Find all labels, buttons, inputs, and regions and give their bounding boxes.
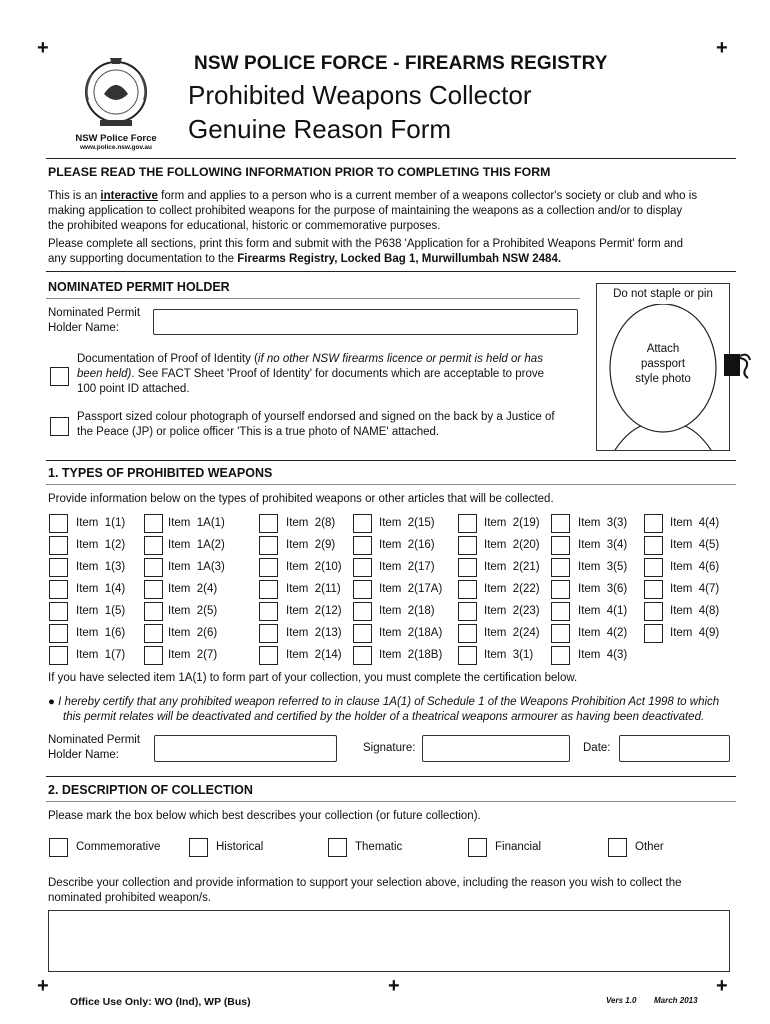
- weapon-item-label: Item 2(17): [379, 561, 435, 573]
- weapon-item-label: Item 2(5): [168, 605, 218, 617]
- id-text-italic: if no other NSW firearms licence or permit is held or has: [257, 353, 543, 365]
- weapon-item-checkbox[interactable]: [144, 580, 163, 599]
- weapon-item-checkbox[interactable]: [259, 602, 278, 621]
- weapon-item-label: Item 2(18B): [379, 649, 443, 661]
- version-text: Vers 1.0: [606, 996, 637, 1005]
- collection-option-checkbox-financial[interactable]: [468, 838, 487, 857]
- weapon-item-checkbox[interactable]: [49, 536, 68, 555]
- weapon-item-label: Item 4(5): [670, 539, 720, 551]
- weapon-item-checkbox[interactable]: [644, 580, 663, 599]
- weapon-item-checkbox[interactable]: [49, 558, 68, 577]
- weapon-item-label: Item 2(11): [286, 583, 341, 595]
- police-crest-icon: [60, 50, 172, 132]
- weapon-item-checkbox[interactable]: [353, 602, 372, 621]
- weapon-item-label: Item 1(5): [76, 605, 126, 617]
- intro-paragraph-2: [48, 237, 738, 267]
- weapon-item-checkbox[interactable]: [458, 602, 477, 621]
- section-divider: [46, 776, 736, 777]
- collection-option-label: Thematic: [355, 841, 403, 853]
- certification-statement: [48, 695, 738, 725]
- certification-note: If you have selected item 1A(1) to form part of your collection, you must complete the certification below.: [48, 672, 578, 684]
- collection-option-checkbox-thematic[interactable]: [328, 838, 347, 857]
- weapon-item-label: Item 2(17A): [379, 583, 443, 595]
- cert-holder-name-label: [48, 733, 140, 763]
- collection-intro: Please mark the box below which best describes your collection (or future collection).: [48, 810, 481, 822]
- weapon-item-label: Item 1(1): [76, 517, 126, 529]
- photo-attached-checkbox[interactable]: [50, 417, 69, 436]
- cert-holder-label-line1: Nominated Permit: [48, 734, 141, 746]
- weapon-item-label: Item 4(7): [670, 583, 720, 595]
- weapons-underline: [46, 484, 736, 485]
- weapon-item-checkbox[interactable]: [353, 558, 372, 577]
- weapon-item-label: Item 1(2): [76, 539, 126, 551]
- weapon-item-checkbox[interactable]: [551, 602, 570, 621]
- weapon-item-checkbox[interactable]: [353, 514, 372, 533]
- intro-text: form and applies to a person who is a current member of a weapons collector's society or club and who is: [157, 190, 698, 202]
- describe-text: nominated prohibited weapon/s.: [48, 892, 212, 904]
- weapon-item-checkbox[interactable]: [644, 558, 663, 577]
- weapon-item-checkbox[interactable]: [259, 624, 278, 643]
- weapon-item-label: Item 2(21): [484, 561, 540, 573]
- weapon-item-label: Item 1(3): [76, 561, 126, 573]
- weapon-item-checkbox[interactable]: [458, 536, 477, 555]
- weapon-item-checkbox[interactable]: [144, 536, 163, 555]
- weapon-item-checkbox[interactable]: [49, 602, 68, 621]
- weapon-item-checkbox[interactable]: [259, 514, 278, 533]
- weapon-item-checkbox[interactable]: [144, 514, 163, 533]
- cert-text: I hereby certify that any prohibited weapon referred to in clause 1A(1) of Schedule 1 of the Weapons Prohibition Act 1998 to which: [58, 696, 720, 708]
- weapon-item-label: Item 2(15): [379, 517, 435, 529]
- weapon-item-checkbox[interactable]: [353, 646, 372, 665]
- logo-url: www.police.nsw.gov.au: [80, 144, 152, 151]
- date-label: Date:: [583, 742, 611, 754]
- weapon-item-label: Item 4(4): [670, 517, 720, 529]
- cert-holder-name-input[interactable]: [154, 735, 337, 762]
- weapon-item-label: Item 2(12): [286, 605, 342, 617]
- weapon-item-checkbox[interactable]: [144, 646, 163, 665]
- photo-text: the Peace (JP) or police officer 'This is a true photo of NAME' attached.: [77, 426, 440, 438]
- id-text-italic: been held): [77, 368, 132, 380]
- weapon-item-checkbox[interactable]: [259, 558, 278, 577]
- weapon-item-checkbox[interactable]: [458, 580, 477, 599]
- weapon-item-checkbox[interactable]: [49, 624, 68, 643]
- weapon-item-label: Item 2(24): [484, 627, 540, 639]
- photo-attached-text: [77, 410, 587, 440]
- intro-text: making application to collect prohibited weapons for the purpose of maintaining the weapons as a collection and/or to display: [48, 205, 683, 217]
- registration-mark-top-right: +: [716, 37, 728, 59]
- weapon-item-label: Item 1(6): [76, 627, 126, 639]
- weapon-item-label: Item 2(19): [484, 517, 540, 529]
- describe-text: Describe your collection and provide information to support your selection above, including the reason you wish to collect the: [48, 877, 682, 889]
- form-title-line1: Prohibited Weapons Collector: [188, 80, 532, 110]
- office-use-text: Office Use Only: WO (Ind), WP (Bus): [70, 996, 251, 1008]
- registration-mark-bottom-right: +: [716, 975, 728, 997]
- weapon-item-checkbox[interactable]: [551, 536, 570, 555]
- photo-instructions: [597, 342, 729, 387]
- form-title-line2: Genuine Reason Form: [188, 114, 452, 144]
- weapon-item-label: Item 3(5): [578, 561, 628, 573]
- weapon-item-label: Item 4(1): [578, 605, 628, 617]
- photo-text: Passport sized colour photograph of yourself endorsed and signed on the back by a Justice of: [77, 411, 555, 423]
- logo-name: NSW Police Force: [75, 133, 157, 144]
- collection-heading: 2. DESCRIPTION OF COLLECTION: [48, 783, 253, 797]
- weapon-item-checkbox[interactable]: [551, 646, 570, 665]
- section-divider: [46, 460, 736, 461]
- weapon-item-label: Item 1A(2): [168, 539, 225, 551]
- collection-option-label: Other: [635, 841, 664, 853]
- weapon-item-checkbox[interactable]: [551, 558, 570, 577]
- id-text: Documentation of Proof of Identity (: [77, 353, 258, 365]
- weapon-item-label: Item 2(10): [286, 561, 342, 573]
- weapon-item-label: Item 3(3): [578, 517, 628, 529]
- cert-text: this permit relates will be deactivated and certified by the holder of a theatrical weapons armourer as having been deactivated.: [63, 711, 705, 723]
- weapon-item-checkbox[interactable]: [458, 624, 477, 643]
- intro-text: any supporting documentation to the: [48, 253, 238, 265]
- weapon-item-label: Item 4(2): [578, 627, 628, 639]
- weapon-item-label: Item 2(16): [379, 539, 435, 551]
- weapon-item-checkbox[interactable]: [353, 536, 372, 555]
- collection-option-label: Financial: [495, 841, 542, 853]
- weapon-item-label: Item 2(14): [286, 649, 342, 661]
- weapon-item-checkbox[interactable]: [551, 624, 570, 643]
- permit-holder-heading: NOMINATED PERMIT HOLDER: [48, 280, 230, 294]
- weapon-item-checkbox[interactable]: [353, 624, 372, 643]
- bullet-icon: ●: [48, 696, 59, 708]
- collection-underline: [46, 801, 736, 802]
- weapon-item-label: Item 2(8): [286, 517, 336, 529]
- cert-holder-label-line2: Holder Name:: [48, 749, 119, 761]
- weapon-item-label: Item 1A(1): [168, 517, 225, 529]
- weapon-item-checkbox[interactable]: [144, 624, 163, 643]
- weapon-item-label: Item 3(1): [484, 649, 534, 661]
- weapon-item-label: Item 2(18): [379, 605, 435, 617]
- weapon-item-label: Item 2(7): [168, 649, 218, 661]
- holder-name-label-line2: Holder Name:: [48, 322, 119, 334]
- weapon-item-checkbox[interactable]: [551, 514, 570, 533]
- weapon-item-checkbox[interactable]: [259, 646, 278, 665]
- intro-text: Please complete all sections, print this form and submit with the P638 'Application for a Prohibited Weapons Permit' form and: [48, 238, 684, 250]
- interactive-emphasis: interactive: [100, 190, 158, 202]
- weapon-item-label: Item 2(6): [168, 627, 218, 639]
- weapon-item-checkbox[interactable]: [458, 646, 477, 665]
- signature-input[interactable]: [422, 735, 570, 762]
- photo-label: Attach: [646, 343, 680, 355]
- weapon-item-label: Item 1(4): [76, 583, 126, 595]
- weapon-item-label: Item 2(22): [484, 583, 540, 595]
- weapon-item-label: Item 2(23): [484, 605, 540, 617]
- id-text: . See FACT Sheet 'Proof of Identity' for documents which are acceptable to prove: [131, 368, 545, 380]
- registry-address: Firearms Registry, Locked Bag 1, Murwillumbah NSW 2484.: [237, 253, 562, 265]
- weapon-item-checkbox[interactable]: [644, 602, 663, 621]
- staple-note: Do not staple or pin: [613, 288, 713, 300]
- weapon-item-label: Item 2(4): [168, 583, 218, 595]
- weapon-item-checkbox[interactable]: [458, 514, 477, 533]
- weapon-item-checkbox[interactable]: [144, 558, 163, 577]
- weapon-item-checkbox[interactable]: [644, 536, 663, 555]
- intro-paragraph-1: [48, 189, 738, 234]
- weapon-item-label: Item 1(7): [76, 649, 126, 661]
- collection-option-checkbox-commemorative[interactable]: [49, 838, 68, 857]
- photo-label: passport: [640, 358, 686, 370]
- date-input[interactable]: [619, 735, 730, 762]
- signature-label: Signature:: [363, 742, 416, 754]
- weapon-item-label: Item 4(9): [670, 627, 720, 639]
- proof-of-identity-text: [77, 352, 587, 397]
- police-logo: [60, 50, 172, 150]
- collection-option-checkbox-other[interactable]: [608, 838, 627, 857]
- weapon-item-label: Item 1A(3): [168, 561, 225, 573]
- registration-mark-bottom-left: +: [37, 975, 49, 997]
- holder-name-label: [48, 306, 140, 336]
- intro-text: the prohibited weapons for educational, historic or commemorative purposes.: [48, 220, 441, 232]
- collection-option-label: Historical: [216, 841, 264, 853]
- weapon-item-checkbox[interactable]: [353, 580, 372, 599]
- section-divider: [46, 271, 736, 272]
- weapon-item-checkbox[interactable]: [259, 580, 278, 599]
- weapon-item-label: Item 4(6): [670, 561, 720, 573]
- weapon-item-label: Item 2(18A): [379, 627, 443, 639]
- weapon-item-label: Item 4(8): [670, 605, 720, 617]
- id-text: 100 point ID attached.: [77, 383, 190, 395]
- weapon-item-checkbox[interactable]: [551, 580, 570, 599]
- weapon-item-label: Item 2(20): [484, 539, 540, 551]
- intro-text: This is an: [48, 190, 101, 202]
- agency-title: NSW POLICE FORCE - FIREARMS REGISTRY: [194, 53, 608, 74]
- weapon-item-label: Item 2(9): [286, 539, 336, 551]
- weapon-item-checkbox[interactable]: [49, 580, 68, 599]
- photo-label: style photo: [635, 373, 691, 385]
- photo-attach-area[interactable]: [596, 283, 730, 451]
- collection-description-textarea[interactable]: [48, 910, 730, 972]
- weapon-item-checkbox[interactable]: [458, 558, 477, 577]
- weapons-heading: 1. TYPES OF PROHIBITED WEAPONS: [48, 466, 273, 480]
- weapon-item-label: Item 3(6): [578, 583, 628, 595]
- weapon-item-checkbox[interactable]: [49, 646, 68, 665]
- collection-option-label: Commemorative: [76, 841, 161, 853]
- weapon-item-checkbox[interactable]: [259, 536, 278, 555]
- holder-name-input[interactable]: [153, 309, 578, 335]
- weapons-intro: Provide information below on the types of prohibited weapons or other articles that will be collected.: [48, 493, 554, 505]
- registration-mark-top-left: +: [37, 37, 49, 59]
- binder-clip-icon: [722, 348, 752, 382]
- holder-name-label-line1: Nominated Permit: [48, 307, 141, 319]
- version-date: March 2013: [654, 996, 698, 1005]
- weapon-item-checkbox[interactable]: [644, 514, 663, 533]
- weapon-item-label: Item 3(4): [578, 539, 628, 551]
- collection-describe-text: [48, 876, 738, 906]
- collection-option-checkbox-historical[interactable]: [189, 838, 208, 857]
- weapon-item-checkbox[interactable]: [144, 602, 163, 621]
- header-divider: [46, 158, 736, 159]
- proof-of-identity-checkbox[interactable]: [50, 367, 69, 386]
- weapon-item-label: Item 2(13): [286, 627, 342, 639]
- permit-holder-underline: [46, 298, 580, 299]
- weapon-item-checkbox[interactable]: [49, 514, 68, 533]
- weapon-item-checkbox[interactable]: [644, 624, 663, 643]
- registration-mark-bottom-center: +: [388, 975, 400, 997]
- weapon-item-label: Item 4(3): [578, 649, 628, 661]
- intro-heading: PLEASE READ THE FOLLOWING INFORMATION PRIOR TO COMPLETING THIS FORM: [48, 165, 551, 179]
